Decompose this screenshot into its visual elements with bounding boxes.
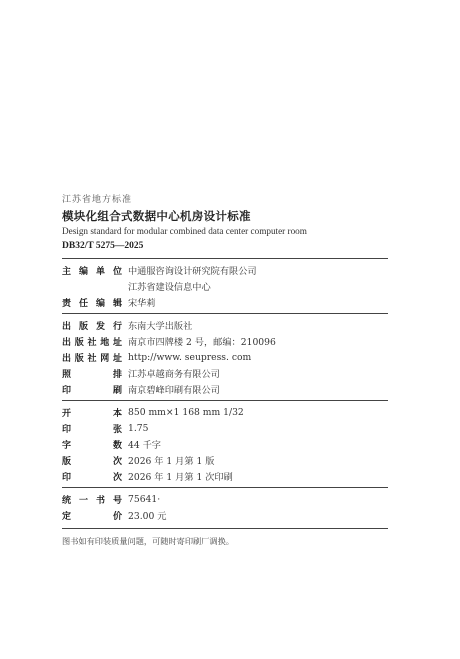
standard-series: 江苏省地方标准 xyxy=(62,195,133,205)
info-row xyxy=(62,453,214,467)
info-value: 75641· xyxy=(128,493,161,505)
divider xyxy=(62,313,388,314)
info-label: 定价 xyxy=(62,511,122,522)
info-row xyxy=(62,382,220,396)
info-label: 主编单位 xyxy=(62,266,122,277)
title-english: Design standard for modular combined data center computer room xyxy=(62,226,307,236)
divider xyxy=(62,400,388,401)
info-value: 中通服咨询设计研究院有限公司 xyxy=(128,266,257,277)
info-row xyxy=(62,437,161,451)
info-value: 江苏卓越商务有限公司 xyxy=(128,369,220,380)
info-label: 印次 xyxy=(62,472,122,483)
info-label: 出版社网址 xyxy=(62,353,122,364)
info-row xyxy=(62,405,244,419)
info-label: 统一书号 xyxy=(62,495,122,506)
info-row xyxy=(62,295,156,309)
info-label: 责任编辑 xyxy=(62,298,122,309)
info-label: 版次 xyxy=(62,456,122,467)
info-value: 23.00 元 xyxy=(128,511,167,522)
divider xyxy=(62,258,388,259)
info-value: http://www. seupress. com xyxy=(128,351,252,363)
info-row xyxy=(62,508,166,522)
info-row xyxy=(62,492,160,506)
info-value: 东南大学出版社 xyxy=(128,321,193,332)
info-label: 印刷 xyxy=(62,385,122,396)
standard-number: DB32/T 5275—2025 xyxy=(62,241,144,251)
info-value: 2026 年 1 月第 1 次印刷 xyxy=(128,472,233,483)
info-value: 44 千字 xyxy=(128,440,161,451)
title-chinese: 模块化组合式数据中心机房设计标准 xyxy=(62,209,251,223)
info-label: 出版发行 xyxy=(62,321,122,332)
info-value: 南京碧峰印刷有限公司 xyxy=(128,385,220,396)
info-label: 出版社地址 xyxy=(62,337,122,348)
info-label: 字数 xyxy=(62,440,122,451)
info-value: 南京市四牌楼 2 号，邮编：210096 xyxy=(128,337,276,348)
quality-note: 图书如有印装质量问题，可随时寄印刷厂调换。 xyxy=(62,536,234,546)
info-value: 1.75 xyxy=(128,422,149,434)
info-label: 开本 xyxy=(62,408,122,419)
info-value: 2026 年 1 月第 1 版 xyxy=(128,456,215,467)
info-value: 江苏省建设信息中心 xyxy=(128,282,211,293)
info-row xyxy=(62,421,148,435)
info-label: 印张 xyxy=(62,424,122,435)
info-value: 宋华莉 xyxy=(128,298,156,309)
info-value: 850 mm×1 168 mm 1/32 xyxy=(128,406,244,418)
info-label: 照排 xyxy=(62,369,122,380)
info-row xyxy=(62,334,276,348)
info-row xyxy=(62,263,257,277)
info-row xyxy=(62,366,220,380)
info-row xyxy=(62,350,251,364)
divider xyxy=(62,487,388,488)
info-row xyxy=(62,279,211,293)
info-row xyxy=(62,469,233,483)
divider xyxy=(62,528,388,529)
info-row xyxy=(62,318,192,332)
